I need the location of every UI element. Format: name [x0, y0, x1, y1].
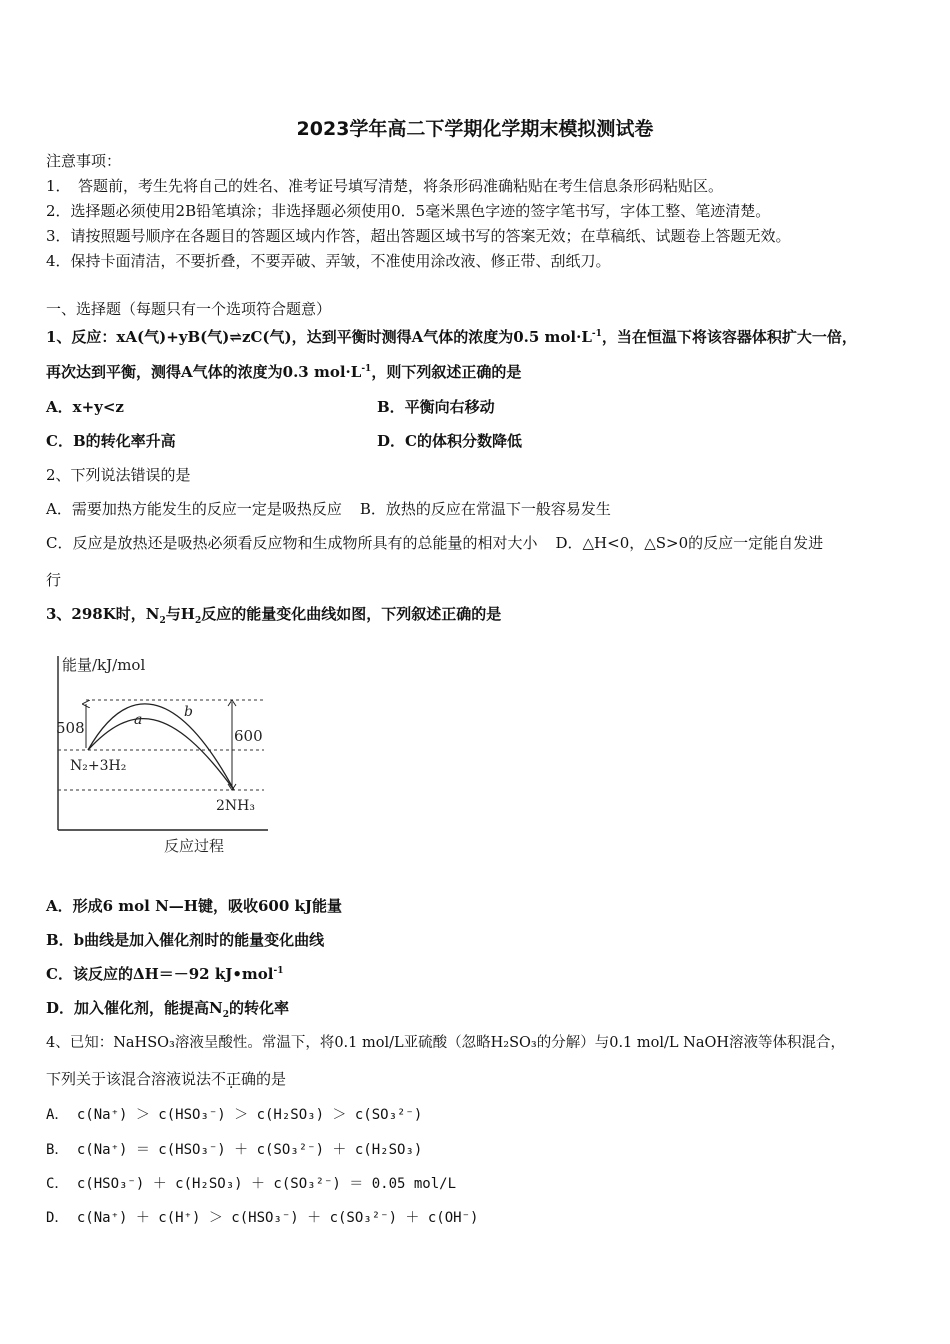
q4-option-d: D． c(Na⁺) ＋ c(H⁺) ＞ c(HSO₃⁻) ＋ c(SO₃²⁻) ＋ c(OH⁻) — [46, 1210, 479, 1226]
q2-option-c: C．反应是放热还是吸热必须看反应物和生成物所具有的总能量的相对大小 — [46, 534, 538, 552]
q4-stem-line2 — [46, 1069, 286, 1089]
q4-option-b: B． c(Na⁺) ＝ c(HSO₃⁻) ＋ c(SO₃²⁻) ＋ c(H₂SO₃) — [46, 1142, 423, 1158]
energy-diagram-svg — [46, 648, 276, 858]
q3-stem-part3: 反应的能量变化曲线如图，下列叙述正确的是 — [201, 605, 502, 623]
notice-heading: 注意事项： — [46, 152, 122, 170]
q1-option-b: B．平衡向右移动 — [377, 398, 495, 416]
q3-stem — [46, 604, 501, 624]
q2-options-ab — [46, 499, 611, 519]
q1-stem-line1 — [46, 327, 857, 347]
q1-stem-tail: ，当在恒温下将该容器体积扩大一倍， — [601, 328, 857, 346]
q3-option-d — [46, 998, 289, 1018]
label-600: 600 — [234, 727, 263, 745]
label-508: 508 — [56, 719, 85, 737]
q2-stem: 2、下列说法错误的是 — [46, 466, 191, 484]
q3-option-b: B．b曲线是加入催化剂时的能量变化曲线 — [46, 931, 325, 949]
q3-sub1: 2 — [159, 616, 166, 626]
y-axis-label: 能量/kJ/mol — [62, 656, 146, 674]
q1-unit-exp: -1 — [591, 329, 602, 339]
notice-item-2: 2．选择题必须使用2B铅笔填涂；非选择题必须使用0．5毫米黑色字迹的签字笔书写，字体工整、笔迹清楚。 — [46, 202, 771, 220]
q2-options-cd — [46, 533, 823, 553]
q3-option-d-text2: 的转化率 — [229, 999, 290, 1017]
notice-item-4: 4．保持卡面清洁，不要折叠，不要弄破、弄皱，不准使用涂改液、修正带、刮纸刀。 — [46, 252, 611, 270]
q3-stem-part1: 3、298K时，N — [46, 605, 160, 623]
label-products: 2NH₃ — [216, 798, 255, 814]
q3-option-d-text1: D．加入催化剂，能提高N — [46, 999, 223, 1017]
q1-option-d: D．C的体积分数降低 — [377, 432, 522, 450]
curve-b-label: b — [184, 704, 193, 720]
q3-sub2: 2 — [194, 616, 202, 626]
energy-diagram — [46, 648, 276, 858]
q3-stem-part2: 与H — [165, 605, 195, 623]
q2-option-b: B．放热的反应在常温下一般容易发生 — [359, 500, 611, 518]
q1-stem-tail2: ，则下列叙述正确的是 — [371, 363, 522, 381]
notice-item-1: 1． 答题前，考生先将自己的姓名、准考证号填写清楚，将条形码准确粘贴在考生信息条形码粘贴区。 — [46, 177, 724, 195]
q2-option-d: D．△H<0，△S>0的反应一定能自发进 — [555, 534, 824, 552]
q3-option-c-exp: -1 — [273, 966, 284, 976]
notice-item-3: 3．请按照题号顺序在各题目的答题区域内作答，超出答题区域书写的答案无效；在草稿纸、试题卷上答题无效。 — [46, 227, 791, 245]
q4-stem-line1: 4、已知：NaHSO₃溶液呈酸性。常温下，将0.1 mol/L亚硫酸（忽略H₂SO₃的分解）与0.1 mol/L NaOH溶液等体积混合， — [46, 1035, 845, 1051]
q1-option-a: A．x+y<z — [46, 398, 124, 416]
q1-option-c: C．B的转化率升高 — [46, 432, 176, 450]
q3-option-a: A．形成6 mol N—H键，吸收600 kJ能量 — [46, 897, 343, 915]
curve-a-label: a — [134, 712, 143, 728]
q3-option-c — [46, 964, 284, 984]
exam-title: 2023学年高二下学期化学期末模拟测试卷 — [296, 118, 654, 140]
q1-stem-text: 1、反应：xA(气)+yB(气)⇌zC(气)，达到平衡时测得A气体的浓度为0.5 mol·L — [46, 328, 592, 346]
curve-b — [88, 704, 234, 790]
q1-stem-text2: 再次达到平衡，测得A气体的浓度为0.3 mol·L — [46, 363, 362, 381]
q4-stem-text: 下列关于该混合溶液说法 — [46, 1070, 212, 1088]
x-axis-label: 反应过程 — [164, 837, 225, 855]
q2-option-a: A．需要加热方能发生的反应一定是吸热反应 — [46, 500, 342, 518]
q1-stem-line2 — [46, 362, 521, 382]
label-reactants: N₂+3H₂ — [70, 758, 127, 774]
q2-option-d-cont: 行 — [46, 571, 62, 589]
q4-emphasis: 不正确 — [211, 1070, 257, 1088]
q1-unit-exp2: -1 — [361, 364, 372, 374]
q3-option-c-text: C．该反应的ΔH＝－92 kJ•mol — [46, 965, 274, 983]
q3-option-d-sub: 2 — [222, 1010, 229, 1020]
section-heading: 一、选择题（每题只有一个选项符合题意） — [46, 300, 332, 318]
q4-option-a: A． c(Na⁺) ＞ c(HSO₃⁻) ＞ c(H₂SO₃) ＞ c(SO₃²⁻) — [46, 1107, 423, 1123]
q4-option-c: C． c(HSO₃⁻) ＋ c(H₂SO₃) ＋ c(SO₃²⁻) ＝ 0.05 mol/L — [46, 1176, 457, 1192]
q4-stem-tail: 的是 — [256, 1070, 287, 1088]
